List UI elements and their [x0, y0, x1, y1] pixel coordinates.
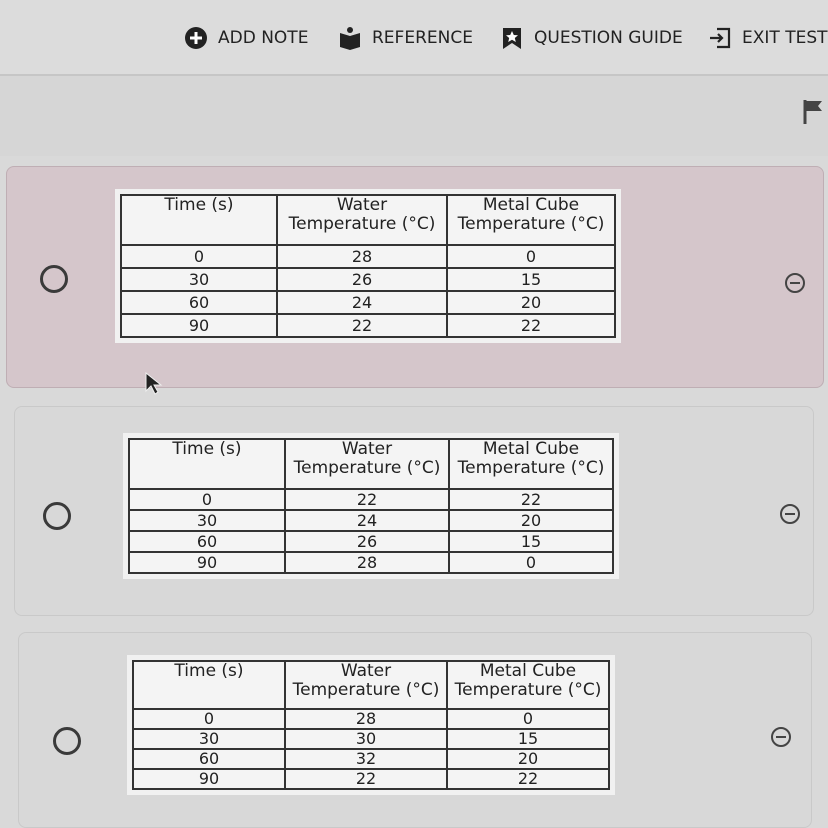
table-row [129, 531, 613, 552]
table-row [121, 245, 615, 268]
answer-choice-a[interactable] [6, 166, 824, 388]
table-row [133, 749, 609, 769]
cell-metal: 22 [447, 769, 609, 789]
header-water: Water Temperature (°C) [277, 195, 447, 245]
cell-water: 28 [285, 552, 449, 573]
exit-icon [708, 26, 732, 50]
cell-time: 90 [121, 314, 277, 337]
cell-time: 30 [121, 268, 277, 291]
cell-metal: 0 [447, 709, 609, 729]
eliminate-icon[interactable] [780, 504, 800, 524]
cell-metal: 22 [449, 489, 613, 510]
toolbar [0, 0, 828, 76]
add-note-label: ADD NOTE [218, 28, 309, 48]
cell-time: 0 [133, 709, 285, 729]
table-row [121, 314, 615, 337]
cell-water: 28 [285, 709, 447, 729]
exit-test-button[interactable] [708, 26, 828, 50]
cell-time: 0 [129, 489, 285, 510]
cell-metal: 0 [449, 552, 613, 573]
header-water: Water Temperature (°C) [285, 661, 447, 709]
eliminate-icon[interactable] [785, 273, 805, 293]
header-time: Time (s) [129, 439, 285, 489]
question-guide-button[interactable] [500, 26, 683, 50]
reference-button[interactable] [338, 26, 473, 50]
table-row [121, 291, 615, 314]
cell-time: 60 [133, 749, 285, 769]
cell-metal: 22 [447, 314, 615, 337]
cell-water: 22 [285, 769, 447, 789]
header-metal: Metal Cube Temperature (°C) [447, 661, 609, 709]
exit-test-label: EXIT TEST [742, 28, 828, 48]
cell-water: 26 [285, 531, 449, 552]
cell-water: 22 [285, 489, 449, 510]
answer-choice-c[interactable] [18, 632, 812, 828]
cell-metal: 0 [447, 245, 615, 268]
cell-water: 30 [285, 729, 447, 749]
cell-time: 30 [129, 510, 285, 531]
cell-water: 24 [285, 510, 449, 531]
data-table-b [123, 433, 619, 579]
header-water: Water Temperature (°C) [285, 439, 449, 489]
table-row [133, 769, 609, 789]
header-metal: Metal Cube Temperature (°C) [447, 195, 615, 245]
table-row [133, 709, 609, 729]
table-row [121, 268, 615, 291]
question-guide-label: QUESTION GUIDE [534, 28, 683, 48]
eliminate-icon[interactable] [771, 727, 791, 747]
book-icon [338, 26, 362, 50]
flag-icon[interactable] [802, 98, 828, 124]
radio-button-b[interactable] [43, 502, 71, 530]
cell-time: 90 [133, 769, 285, 789]
cell-water: 26 [277, 268, 447, 291]
add-note-button[interactable] [184, 26, 308, 50]
cell-metal: 20 [449, 510, 613, 531]
question-header-area [0, 76, 828, 156]
header-time: Time (s) [121, 195, 277, 245]
cell-metal: 15 [449, 531, 613, 552]
table-row [129, 489, 613, 510]
data-table-a [115, 189, 621, 343]
cell-time: 30 [133, 729, 285, 749]
cell-metal: 20 [447, 749, 609, 769]
cell-time: 90 [129, 552, 285, 573]
cell-time: 60 [129, 531, 285, 552]
cell-metal: 20 [447, 291, 615, 314]
table-row [129, 510, 613, 531]
header-time: Time (s) [133, 661, 285, 709]
mouse-cursor-icon [144, 372, 164, 396]
table-row [133, 729, 609, 749]
radio-button-c[interactable] [53, 727, 81, 755]
cell-water: 28 [277, 245, 447, 268]
cell-water: 24 [277, 291, 447, 314]
data-table-c [127, 655, 615, 795]
table-row [129, 552, 613, 573]
cell-water: 22 [277, 314, 447, 337]
radio-button-a[interactable] [40, 265, 68, 293]
bookmark-star-icon [500, 26, 524, 50]
cell-metal: 15 [447, 729, 609, 749]
cell-time: 0 [121, 245, 277, 268]
reference-label: REFERENCE [372, 28, 473, 48]
cell-time: 60 [121, 291, 277, 314]
cell-metal: 15 [447, 268, 615, 291]
plus-circle-icon [184, 26, 208, 50]
answer-choice-b[interactable] [14, 406, 814, 616]
cell-water: 32 [285, 749, 447, 769]
header-metal: Metal Cube Temperature (°C) [449, 439, 613, 489]
